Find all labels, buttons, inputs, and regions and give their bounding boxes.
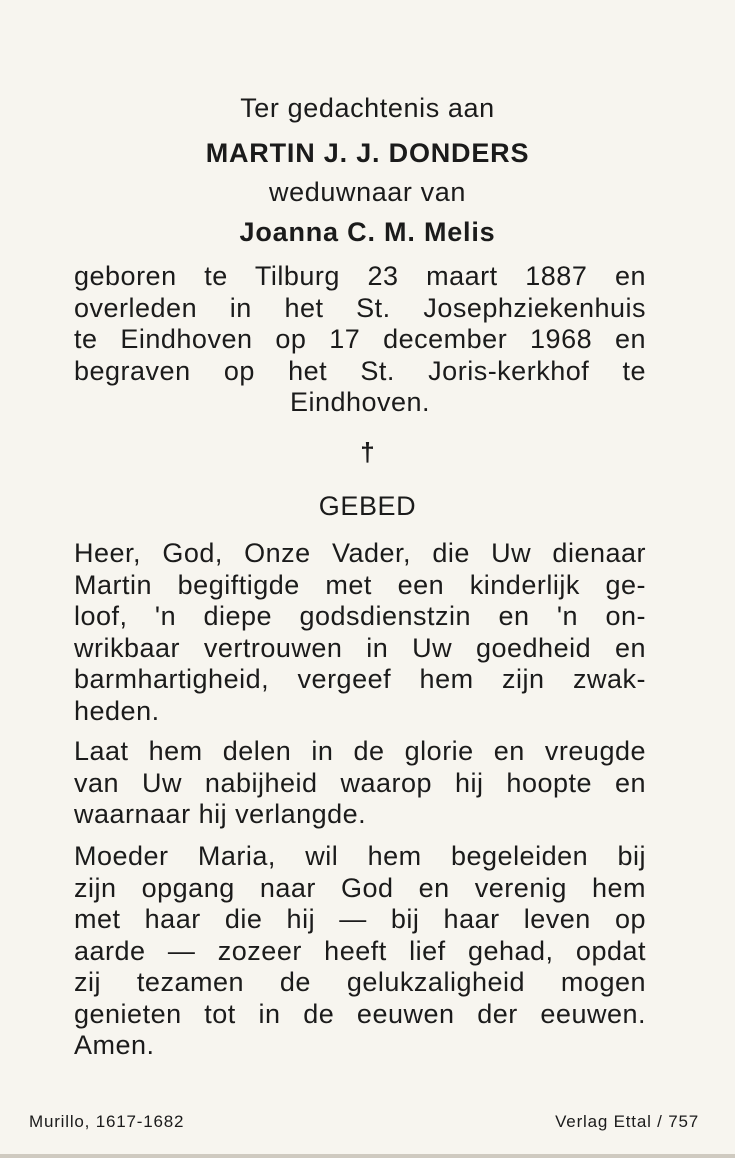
prayer-line: Amen. [74, 1030, 155, 1060]
biography-line: geboren te Tilburg 23 maart 1887 en [74, 261, 646, 291]
biography-line: Eindhoven. [289, 387, 431, 417]
deceased-name: MARTIN J. J. DONDERS [205, 138, 530, 168]
prayer-heading: GEBED [318, 491, 417, 521]
biography-line: te Eindhoven op 17 december 1968 en [74, 324, 646, 354]
prayer-line: wrikbaar vertrouwen in Uw goedheid en [74, 632, 646, 663]
prayer-line: loof, 'n diepe godsdienstzin en 'n on- [74, 601, 646, 631]
prayer-line: Martin begiftigde met een kinderlijk ge- [74, 569, 646, 600]
prayer-line: Laat hem delen in de glorie en vreugde [74, 736, 646, 766]
prayer-line: aarde — zozeer heeft lief gehad, opdat [74, 935, 646, 966]
biography-paragraph [74, 261, 646, 419]
artist-credit: Murillo, 1617-1682 [29, 1112, 185, 1131]
prayer-line: heden. [74, 695, 160, 726]
prayer-line: zij tezamen de gelukzaligheid mogen [74, 967, 646, 997]
prayer-line: genieten tot in de eeuwen der eeuwen. [74, 998, 646, 1029]
biography-line: begraven op het St. Joris-kerkhof te [74, 355, 646, 386]
cross-icon: † [360, 437, 375, 467]
prayer-line: waarnaar hij verlangde. [74, 799, 367, 829]
spouse-name: Joanna C. M. Melis [239, 217, 496, 247]
publisher-credit: Verlag Ettal / 757 [555, 1112, 699, 1131]
prayer-line: van Uw nabijheid waarop hij hoopte en [74, 767, 646, 798]
prayer-paragraph-3 [74, 841, 646, 1062]
prayer-line: zijn opgang naar God en verenig hem [74, 872, 646, 903]
widower-of-line: weduwnaar van [269, 177, 466, 207]
biography-line: overleden in het St. Josephziekenhuis [74, 292, 646, 323]
prayer-line: Heer, God, Onze Vader, die Uw dienaar [74, 538, 646, 568]
prayer-line: Moeder Maria, wil hem begeleiden bij [74, 841, 646, 871]
prayer-paragraph-1 [74, 538, 646, 727]
in-memory-of-line: Ter gedachtenis aan [240, 93, 495, 123]
prayer-paragraph-2 [74, 736, 646, 831]
prayer-line: met haar die hij — bij haar leven op [74, 904, 646, 934]
prayer-line: barmhartigheid, vergeef hem zijn zwak- [74, 664, 646, 694]
